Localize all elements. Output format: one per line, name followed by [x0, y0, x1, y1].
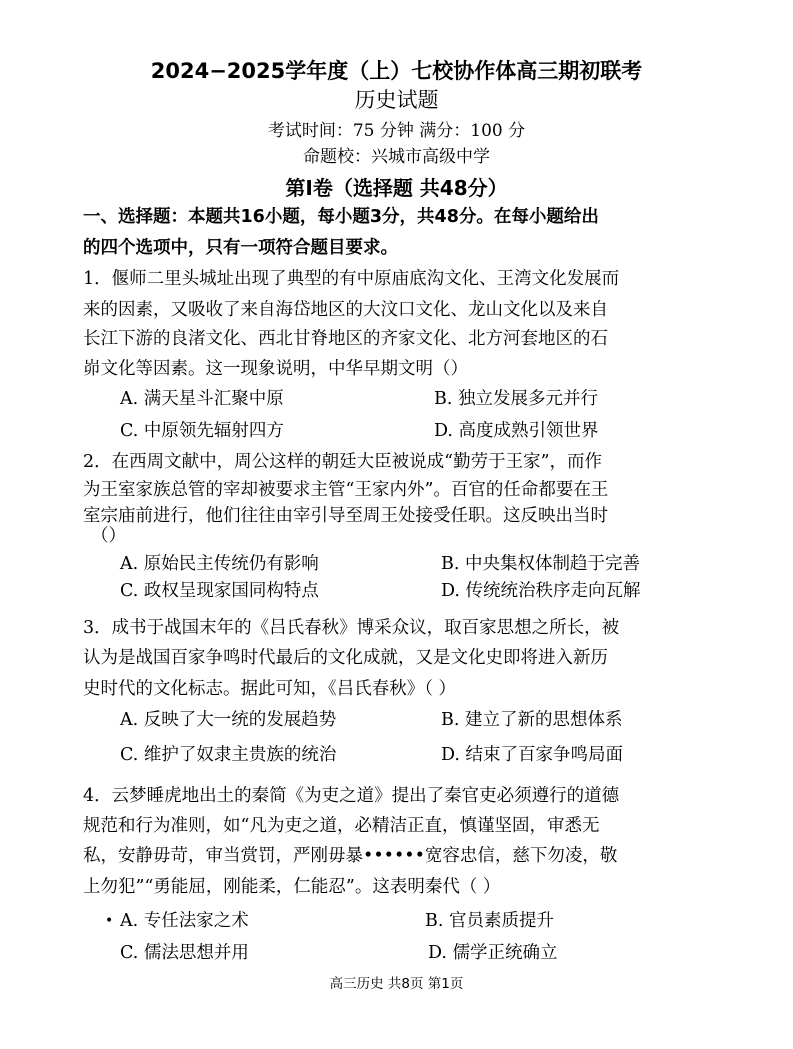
question-4-option-d[interactable]: D. 儒学正统确立 — [428, 943, 558, 963]
exam-title: 2024−2025学年度（上）七校协作体高三期初联考 — [150, 59, 643, 83]
question-2-option-a[interactable]: A. 原始民主传统仍有影响 — [120, 554, 319, 574]
question-3-line-2: 认为是战国百家争鸣时代最后的文化成就，又是文化史即将进入新历 — [83, 648, 608, 668]
question-1-line-1: 1．偃师二里头城址出现了典型的有中原庙底沟文化、王湾文化发展而 — [83, 269, 620, 289]
question-4-option-a[interactable]: A. 专任法家之术 — [120, 911, 249, 931]
question-2-line-2: 为王室家族总管的宰却被要求主管“王家内外”。百官的任命都要在王 — [83, 480, 609, 500]
question-2-option-b[interactable]: B. 中央集权体制趋于完善 — [441, 554, 640, 574]
question-2-line-3: 室宗庙前进行，他们往往由宰引导至周王处接受任职。这反映出当时 — [83, 506, 608, 526]
subject-title: 历史试题 — [354, 88, 439, 112]
question-3-option-b[interactable]: B. 建立了新的思想体系 — [441, 710, 623, 730]
page-footer: 高三历史 共8页 第1页 — [329, 976, 464, 992]
question-1-option-c[interactable]: C. 中原领先辐射四方 — [120, 421, 284, 441]
question-1-line-2: 来的因素，又吸收了来自海岱地区的大汶口文化、龙山文化以及来自 — [83, 300, 608, 320]
question-1-option-b[interactable]: B. 独立发展多元并行 — [434, 389, 598, 409]
school-info: 命题校：兴城市高级中学 — [303, 147, 490, 167]
volume-heading: 第Ⅰ卷（选择题 共48分） — [285, 176, 508, 200]
question-1-line-4: 峁文化等因素。这一现象说明，中华早期文明（） — [83, 359, 468, 379]
question-1-option-a[interactable]: A. 满天星斗汇聚中原 — [120, 389, 284, 409]
question-3-option-a[interactable]: A. 反映了大一统的发展趋势 — [120, 710, 337, 730]
question-2-option-c[interactable]: C. 政权呈现家国同构特点 — [120, 581, 319, 601]
question-1-option-d[interactable]: D. 高度成熟引领世界 — [434, 421, 599, 441]
question-4-line-2: 规范和行为准则，如“凡为吏之道，必精洁正直，慎谨坚固，审悉无 — [83, 816, 600, 836]
question-3-line-3: 史时代的文化标志。据此可知，《吕氏春秋》（ ） — [83, 679, 457, 699]
question-2-option-d[interactable]: D. 传统统治秩序走向瓦解 — [441, 581, 641, 601]
question-4-option-b[interactable]: B. 官员素质提升 — [425, 911, 554, 931]
option-bullet-mark: • — [105, 913, 114, 929]
question-3-option-c[interactable]: C. 维护了奴隶主贵族的统治 — [120, 745, 337, 765]
question-4-line-3: 私，安静毋苛，审当赏罚，严刚毋暴••••••宽容忠信，慈下勿凌，敬 — [83, 846, 618, 866]
question-4-option-c[interactable]: C. 儒法思想并用 — [120, 943, 249, 963]
instructions-line-2: 的四个选项中，只有一项符合题目要求。 — [83, 238, 398, 258]
question-3-option-d[interactable]: D. 结束了百家争鸣局面 — [441, 745, 624, 765]
question-1-line-3: 长江下游的良渚文化、西北甘脊地区的齐家文化、北方河套地区的石 — [83, 329, 608, 349]
question-3-line-1: 3．成书于战国末年的《吕氏春秋》博采众议，取百家思想之所长，被 — [83, 618, 620, 638]
question-4-line-4: 上勿犯”“勇能屈，刚能柔，仁能忍”。这表明秦代（ ） — [83, 877, 501, 897]
instructions-line-1: 一、选择题：本题共16小题，每小题3分，共48分。在每小题给出 — [83, 207, 599, 227]
question-4-line-1: 4．云梦睡虎地出土的秦简《为吏之道》提出了秦官吏必须遵行的道德 — [83, 786, 620, 806]
question-2-line-4: （） — [91, 526, 126, 546]
exam-info: 考试时间：75 分钟 满分：100 分 — [267, 121, 526, 141]
question-2-line-1: 2．在西周文献中，周公这样的朝廷大臣被说成“勤劳于王家”，而作 — [83, 452, 603, 472]
